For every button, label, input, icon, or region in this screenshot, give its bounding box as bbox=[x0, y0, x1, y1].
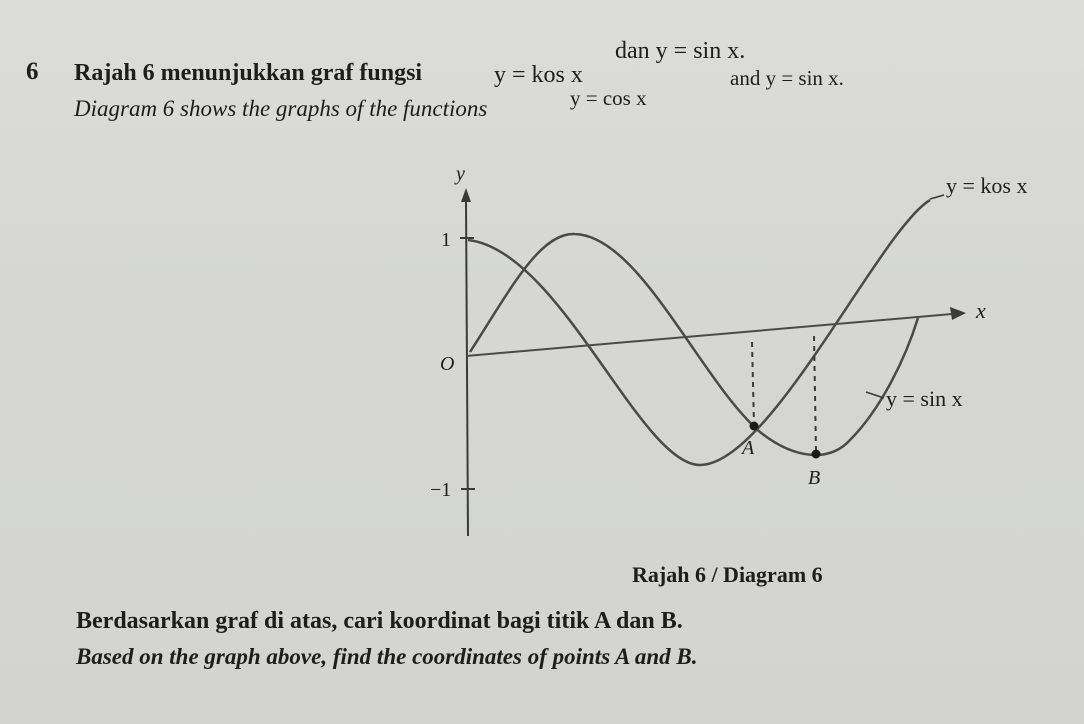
malay-function-sin: dan y = sin x. bbox=[615, 38, 746, 64]
prompt-malay: Berdasarkan graf di atas, cari koordinat bagi titik A dan B. bbox=[76, 608, 683, 634]
point-a-label: A bbox=[742, 437, 755, 459]
cos-curve bbox=[468, 200, 930, 465]
x-axis bbox=[466, 314, 952, 356]
cos-label-pointer bbox=[930, 195, 944, 199]
sin-label-pointer bbox=[866, 392, 884, 398]
y-axis bbox=[466, 200, 468, 536]
question-english-prefix: Diagram 6 shows the graphs of the functions bbox=[74, 96, 488, 121]
cos-curve-label: y = kos x bbox=[946, 173, 1028, 198]
question-malay-prefix: Rajah 6 menunjukkan graf fungsi bbox=[74, 60, 423, 86]
y-axis-label: y bbox=[456, 163, 465, 185]
point-b-dot bbox=[812, 450, 821, 459]
prompt-english: Based on the graph above, find the coordinates of points A and B. bbox=[76, 644, 698, 669]
y-axis-arrow-icon bbox=[461, 188, 471, 202]
english-function-cos: y = cos x bbox=[570, 86, 647, 110]
x-axis-arrow-icon bbox=[950, 307, 966, 320]
question-number: 6 bbox=[26, 58, 39, 85]
x-axis-label: x bbox=[976, 298, 986, 323]
origin-label: O bbox=[440, 353, 455, 375]
point-a-dashed-line bbox=[752, 342, 754, 425]
english-function-sin: and y = sin x. bbox=[730, 66, 844, 90]
diagram-caption: Rajah 6 / Diagram 6 bbox=[632, 562, 823, 587]
malay-function-cos: y = kos x bbox=[494, 62, 583, 88]
tick-minus-one-label: −1 bbox=[430, 479, 452, 501]
point-a-dot bbox=[750, 422, 759, 431]
sin-curve bbox=[470, 234, 918, 455]
sin-curve-label: y = sin x bbox=[886, 386, 963, 411]
point-b-label: B bbox=[808, 467, 821, 489]
tick-one-label: 1 bbox=[441, 229, 451, 251]
